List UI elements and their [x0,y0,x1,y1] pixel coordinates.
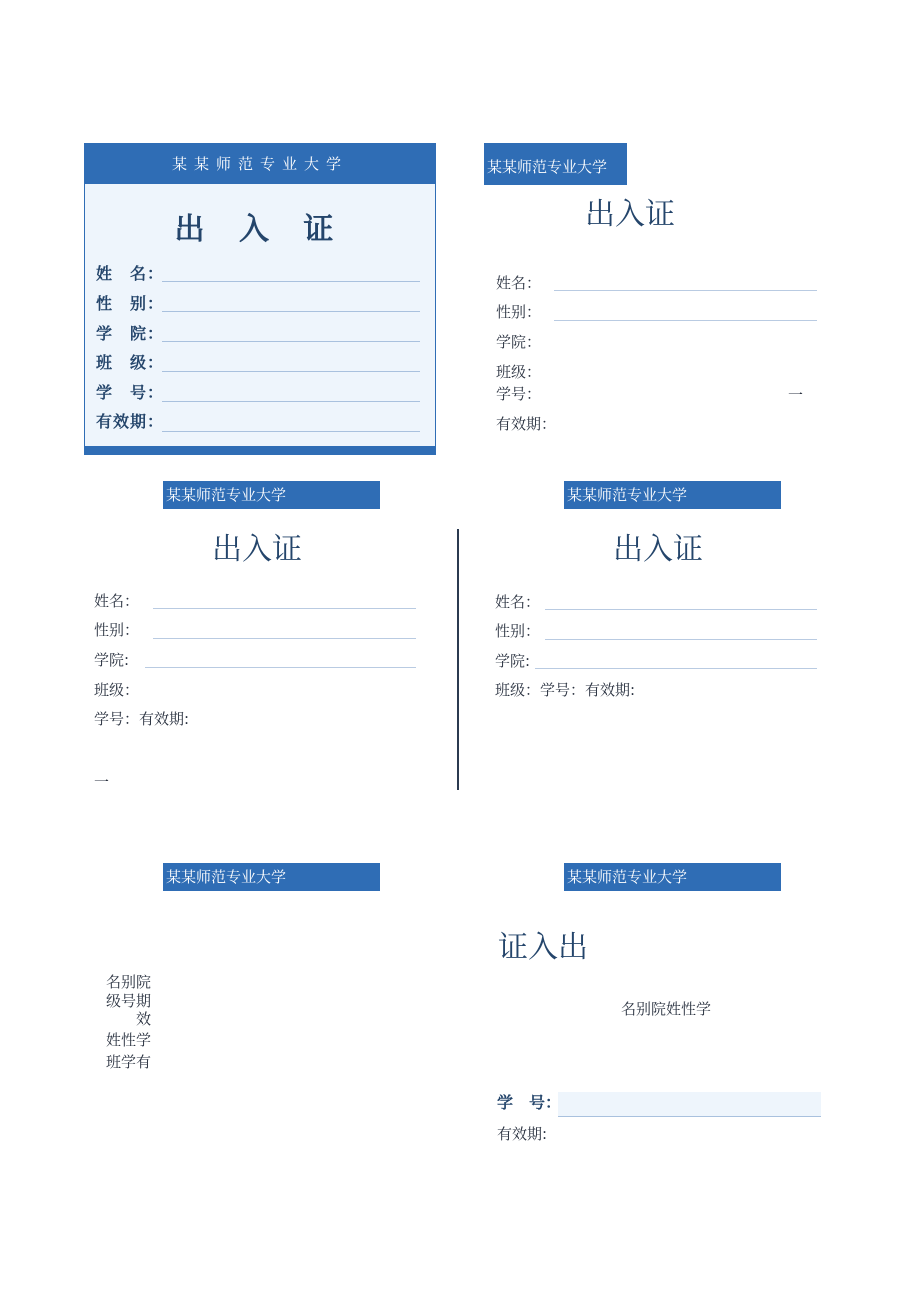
gender-line [162,311,420,312]
name-line [554,290,817,291]
field-label-class: 班 级： [96,353,165,372]
field-label-gender: 性别： [495,622,541,640]
gender-line [554,320,817,321]
university-banner: 某某师范专业大学 [163,481,380,509]
university-header: 某某师范专业大学 [85,144,435,184]
field-label-gender: 性 别： [96,294,165,313]
college-line [162,341,420,342]
column-divider [457,529,459,790]
field-label-name: 姓名： [94,592,140,610]
field-label-validity: 有效期: [497,1125,548,1143]
scrambled-line-3: 效 [135,1010,151,1028]
gender-line [545,639,817,640]
field-label-gender: 性别： [94,621,140,639]
scrambled-line-5: 班学有 [105,1053,151,1071]
name-line [153,608,416,609]
stray-dash: 一 [94,773,110,791]
field-label-validity: 有效期： [96,412,165,431]
field-label-college: 学院: [94,651,130,669]
stray-dash: 一 [788,386,804,404]
field-label-number-validity: 学号：有效期: [94,710,190,728]
field-label-number: 学 号： [497,1093,562,1112]
validity-line [162,431,420,432]
scrambled-labels: 名别院姓性学 [621,1000,712,1018]
field-label-college: 学院: [495,652,531,670]
field-label-class: 班级： [94,681,140,699]
pass-title-scrambled: 证入出 [498,930,588,965]
pass-title: 出入证 [613,532,703,567]
university-banner: 某某师范专业大学 [484,143,627,185]
field-label-college: 学 院： [96,324,165,343]
field-label-number: 学号： [496,385,542,403]
designed-pass-card [84,143,436,455]
field-label-name: 姓名： [496,274,542,292]
university-banner: 某某师范专业大学 [564,481,781,509]
name-line [162,281,420,282]
name-line [545,609,817,610]
scrambled-line-2: 级号期 [105,992,151,1010]
pass-title: 出 入 证 [174,212,346,247]
class-line [162,371,420,372]
field-label-gender: 性别： [496,303,542,321]
field-label-validity: 有效期： [496,415,557,433]
field-label-combined: 班级：学号：有效期: [495,681,636,699]
university-banner: 某某师范专业大学 [564,863,781,891]
field-label-number: 学 号： [96,383,165,402]
field-label-college: 学院： [496,333,542,351]
scrambled-line-1: 名别院 [105,973,151,991]
number-line [162,401,420,402]
card-footer-bar [85,446,435,454]
number-field [558,1092,821,1117]
college-line [535,668,817,669]
field-label-name: 姓名： [495,593,541,611]
gender-line [153,638,416,639]
college-line [145,667,416,668]
pass-title: 出入证 [585,197,675,232]
pass-title: 出入证 [212,532,302,567]
scrambled-line-4: 姓性学 [105,1031,151,1049]
university-banner: 某某师范专业大学 [163,863,380,891]
field-label-class: 班级： [496,363,542,381]
field-label-name: 姓 名： [96,264,165,283]
